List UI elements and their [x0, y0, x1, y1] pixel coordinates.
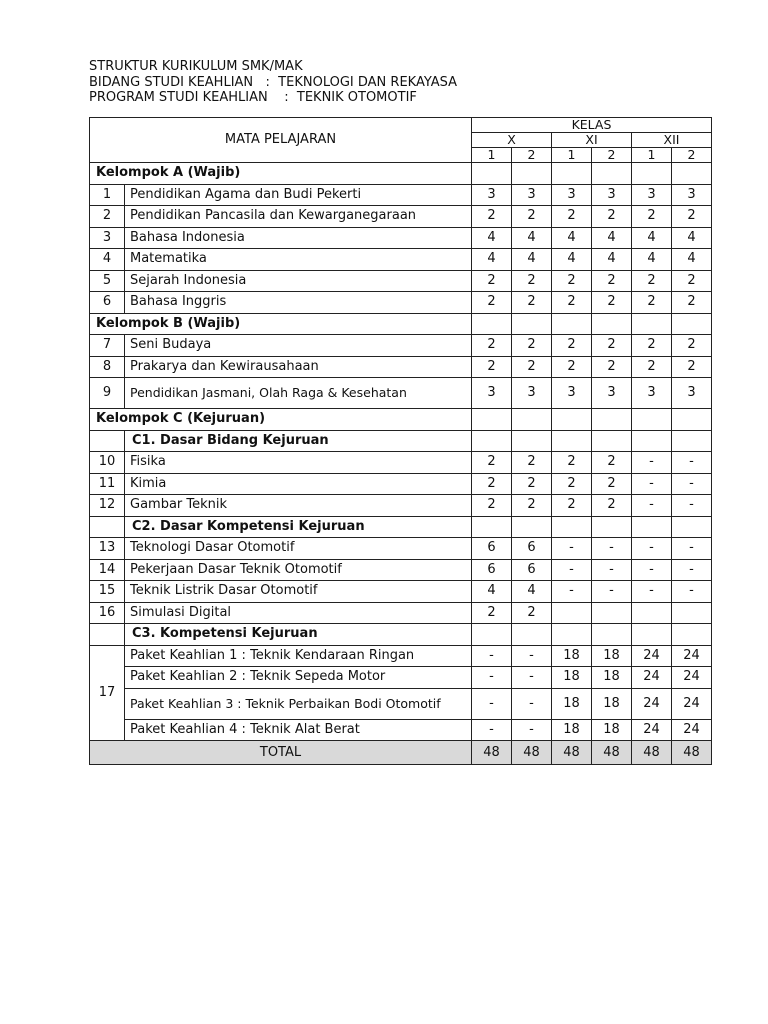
group-row [90, 313, 712, 335]
hours-cell: - [632, 452, 672, 474]
table-row [90, 645, 712, 667]
hours-cell: 2 [632, 335, 672, 357]
semester-header: 1 [472, 148, 512, 163]
hours-cell [592, 602, 632, 624]
table-row [90, 688, 712, 719]
subject-name: Pendidikan Jasmani, Olah Raga & Kesehatan [125, 378, 472, 409]
hours-cell: 3 [632, 378, 672, 409]
subject-name: Pekerjaan Dasar Teknik Otomotif [125, 559, 472, 581]
subgroup-row [90, 516, 712, 538]
row-number: 9 [90, 378, 125, 409]
hours-cell: 2 [512, 602, 552, 624]
hours-cell: 2 [632, 292, 672, 314]
row-number: 1 [90, 184, 125, 206]
hours-cell [552, 602, 592, 624]
hours-cell: 2 [592, 292, 632, 314]
subgroup-row [90, 430, 712, 452]
hours-cell: - [672, 538, 712, 560]
subject-name: Teknologi Dasar Otomotif [125, 538, 472, 560]
grade-header: XII [632, 133, 712, 148]
subject-name: Pendidikan Agama dan Budi Pekerti [125, 184, 472, 206]
hours-cell: 4 [592, 249, 632, 271]
hours-cell: 2 [672, 292, 712, 314]
subject-name: Paket Keahlian 3 : Teknik Perbaikan Bodi Otomotif [125, 688, 472, 719]
hours-cell: 2 [632, 206, 672, 228]
hours-cell: 4 [592, 227, 632, 249]
hours-cell: 2 [552, 206, 592, 228]
hours-cell: - [472, 645, 512, 667]
hours-cell: 4 [512, 249, 552, 271]
total-label: TOTAL [90, 741, 472, 765]
hours-cell: 2 [512, 335, 552, 357]
hours-cell: - [632, 581, 672, 603]
hours-cell: 2 [552, 356, 592, 378]
hours-cell: 6 [472, 559, 512, 581]
hours-cell: 3 [672, 378, 712, 409]
group-row [90, 163, 712, 185]
header-row-kelas [90, 118, 712, 133]
table-row [90, 227, 712, 249]
row-number: 10 [90, 452, 125, 474]
hours-cell: 4 [512, 227, 552, 249]
semester-header: 1 [632, 148, 672, 163]
hours-cell: 3 [512, 184, 552, 206]
table-row [90, 581, 712, 603]
curriculum-table [89, 117, 712, 765]
hours-cell: 2 [592, 452, 632, 474]
hours-cell: 2 [472, 206, 512, 228]
row-number: 5 [90, 270, 125, 292]
hours-cell: 3 [472, 378, 512, 409]
hours-cell: 4 [552, 227, 592, 249]
hours-cell: 4 [632, 227, 672, 249]
group-row [90, 409, 712, 431]
hours-cell: 2 [592, 335, 632, 357]
hours-cell: 2 [472, 292, 512, 314]
hours-cell: 3 [552, 378, 592, 409]
subgroup-row [90, 624, 712, 646]
table-row [90, 452, 712, 474]
subject-name: Pendidikan Pancasila dan Kewarganegaraan [125, 206, 472, 228]
hours-cell: 3 [472, 184, 512, 206]
table-row [90, 473, 712, 495]
hours-cell: 18 [592, 667, 632, 689]
hours-cell: 2 [672, 356, 712, 378]
hours-cell: 18 [552, 719, 592, 741]
table-row [90, 378, 712, 409]
subgroup-label: C2. Dasar Kompetensi Kejuruan [125, 516, 472, 538]
subject-name: Teknik Listrik Dasar Otomotif [125, 581, 472, 603]
hours-cell: 2 [512, 452, 552, 474]
hours-cell: 2 [472, 270, 512, 292]
hours-cell: 2 [512, 270, 552, 292]
hours-cell: 2 [592, 495, 632, 517]
hours-cell: 24 [672, 645, 712, 667]
subject-name: Paket Keahlian 2 : Teknik Sepeda Motor [125, 667, 472, 689]
group-label: Kelompok C (Kejuruan) [90, 409, 472, 431]
total-cell: 48 [512, 741, 552, 765]
subject-name: Seni Budaya [125, 335, 472, 357]
hours-cell: 2 [512, 356, 552, 378]
hours-cell: 24 [632, 688, 672, 719]
table-row [90, 206, 712, 228]
hours-cell: 3 [672, 184, 712, 206]
table-row [90, 270, 712, 292]
hours-cell: 2 [472, 473, 512, 495]
table-row [90, 356, 712, 378]
hours-cell: - [672, 473, 712, 495]
semester-header: 2 [512, 148, 552, 163]
hours-cell: 2 [672, 270, 712, 292]
grade-header: XI [552, 133, 632, 148]
subject-name: Sejarah Indonesia [125, 270, 472, 292]
hours-cell: - [552, 559, 592, 581]
hours-cell: 18 [592, 645, 632, 667]
semester-header: 2 [672, 148, 712, 163]
subject-name: Paket Keahlian 1 : Teknik Kendaraan Ringan [125, 645, 472, 667]
hours-cell: 2 [592, 206, 632, 228]
kelas-header: KELAS [472, 118, 712, 133]
row-number: 7 [90, 335, 125, 357]
table-row [90, 559, 712, 581]
table-row [90, 602, 712, 624]
hours-cell: 2 [632, 356, 672, 378]
subject-name: Paket Keahlian 4 : Teknik Alat Berat [125, 719, 472, 741]
hours-cell: 2 [472, 335, 512, 357]
hours-cell: 2 [592, 356, 632, 378]
hours-cell: 4 [672, 227, 712, 249]
hours-cell: 2 [552, 452, 592, 474]
group-label: Kelompok A (Wajib) [90, 163, 472, 185]
mata-pelajaran-header: MATA PELAJARAN [90, 118, 472, 163]
row-number: 8 [90, 356, 125, 378]
total-cell: 48 [672, 741, 712, 765]
subgroup-label: C3. Kompetensi Kejuruan [125, 624, 472, 646]
hours-cell: 2 [512, 206, 552, 228]
hours-cell: 3 [632, 184, 672, 206]
hours-cell: - [472, 667, 512, 689]
row-number: 15 [90, 581, 125, 603]
subject-name: Bahasa Inggris [125, 292, 472, 314]
hours-cell: - [592, 581, 632, 603]
hours-cell: 6 [512, 559, 552, 581]
hours-cell: - [672, 581, 712, 603]
hours-cell: 18 [592, 688, 632, 719]
hours-cell: 2 [512, 292, 552, 314]
table-row [90, 538, 712, 560]
hours-cell: 18 [552, 645, 592, 667]
hours-cell: 24 [632, 645, 672, 667]
table-row [90, 495, 712, 517]
row-number: 3 [90, 227, 125, 249]
hours-cell: 18 [552, 688, 592, 719]
hours-cell: 3 [552, 184, 592, 206]
hours-cell: - [672, 495, 712, 517]
hours-cell: 4 [632, 249, 672, 271]
hours-cell: 3 [512, 378, 552, 409]
hours-cell: 3 [592, 378, 632, 409]
subject-name: Bahasa Indonesia [125, 227, 472, 249]
row-number: 2 [90, 206, 125, 228]
hours-cell: 4 [512, 581, 552, 603]
hours-cell: - [512, 688, 552, 719]
hours-cell: 2 [552, 335, 592, 357]
row-number: 12 [90, 495, 125, 517]
hours-cell: 6 [472, 538, 512, 560]
hours-cell: 18 [552, 667, 592, 689]
table-row [90, 719, 712, 741]
hours-cell [632, 602, 672, 624]
hours-cell: 6 [512, 538, 552, 560]
hours-cell: - [552, 538, 592, 560]
document-heading [89, 59, 457, 106]
hours-cell: 24 [632, 719, 672, 741]
hours-cell: - [672, 452, 712, 474]
total-cell: 48 [632, 741, 672, 765]
hours-cell: 2 [632, 270, 672, 292]
subject-name: Kimia [125, 473, 472, 495]
hours-cell: - [512, 667, 552, 689]
hours-cell: 2 [672, 206, 712, 228]
hours-cell: 4 [472, 249, 512, 271]
row-number: 11 [90, 473, 125, 495]
heading-field: BIDANG STUDI KEAHLIAN : TEKNOLOGI DAN REKAYASA [89, 74, 458, 90]
hours-cell: 4 [472, 581, 512, 603]
subgroup-label: C1. Dasar Bidang Kejuruan [125, 430, 472, 452]
hours-cell: 24 [632, 667, 672, 689]
table-row [90, 249, 712, 271]
hours-cell: 2 [472, 495, 512, 517]
hours-cell: - [592, 559, 632, 581]
hours-cell: - [512, 645, 552, 667]
subject-name: Matematika [125, 249, 472, 271]
table-row [90, 292, 712, 314]
total-row [90, 741, 712, 765]
table-row [90, 667, 712, 689]
hours-cell: 4 [672, 249, 712, 271]
hours-cell: 2 [552, 495, 592, 517]
row-number: 6 [90, 292, 125, 314]
hours-cell: 4 [552, 249, 592, 271]
hours-cell: 2 [472, 356, 512, 378]
hours-cell: - [592, 538, 632, 560]
row-number: 17 [90, 645, 125, 741]
total-cell: 48 [472, 741, 512, 765]
hours-cell: 2 [512, 495, 552, 517]
heading-title: STRUKTUR KURIKULUM SMK/MAK [89, 59, 303, 74]
hours-cell: - [512, 719, 552, 741]
hours-cell: 4 [472, 227, 512, 249]
heading-program: PROGRAM STUDI KEAHLIAN : TEKNIK OTOMOTIF [89, 90, 417, 105]
hours-cell: 2 [472, 452, 512, 474]
hours-cell: 2 [552, 292, 592, 314]
semester-header: 1 [552, 148, 592, 163]
hours-cell: 2 [552, 270, 592, 292]
row-number: 13 [90, 538, 125, 560]
hours-cell [672, 602, 712, 624]
hours-cell: - [632, 559, 672, 581]
grade-header: X [472, 133, 552, 148]
table-row [90, 335, 712, 357]
total-cell: 48 [592, 741, 632, 765]
hours-cell: - [552, 581, 592, 603]
table-row [90, 184, 712, 206]
hours-cell: 24 [672, 667, 712, 689]
hours-cell: 24 [672, 719, 712, 741]
subject-name: Gambar Teknik [125, 495, 472, 517]
hours-cell: 3 [592, 184, 632, 206]
row-number: 4 [90, 249, 125, 271]
hours-cell: - [472, 719, 512, 741]
hours-cell: 2 [672, 335, 712, 357]
hours-cell: - [672, 559, 712, 581]
row-number: 14 [90, 559, 125, 581]
semester-header: 2 [592, 148, 632, 163]
hours-cell: 2 [592, 473, 632, 495]
subject-name: Prakarya dan Kewirausahaan [125, 356, 472, 378]
hours-cell: 2 [472, 602, 512, 624]
group-label: Kelompok B (Wajib) [90, 313, 472, 335]
hours-cell: - [632, 538, 672, 560]
hours-cell: 2 [512, 473, 552, 495]
hours-cell: - [632, 495, 672, 517]
hours-cell: - [472, 688, 512, 719]
total-cell: 48 [552, 741, 592, 765]
hours-cell: 2 [592, 270, 632, 292]
hours-cell: - [632, 473, 672, 495]
subject-name: Fisika [125, 452, 472, 474]
hours-cell: 24 [672, 688, 712, 719]
subject-name: Simulasi Digital [125, 602, 472, 624]
hours-cell: 18 [592, 719, 632, 741]
hours-cell: 2 [552, 473, 592, 495]
row-number: 16 [90, 602, 125, 624]
